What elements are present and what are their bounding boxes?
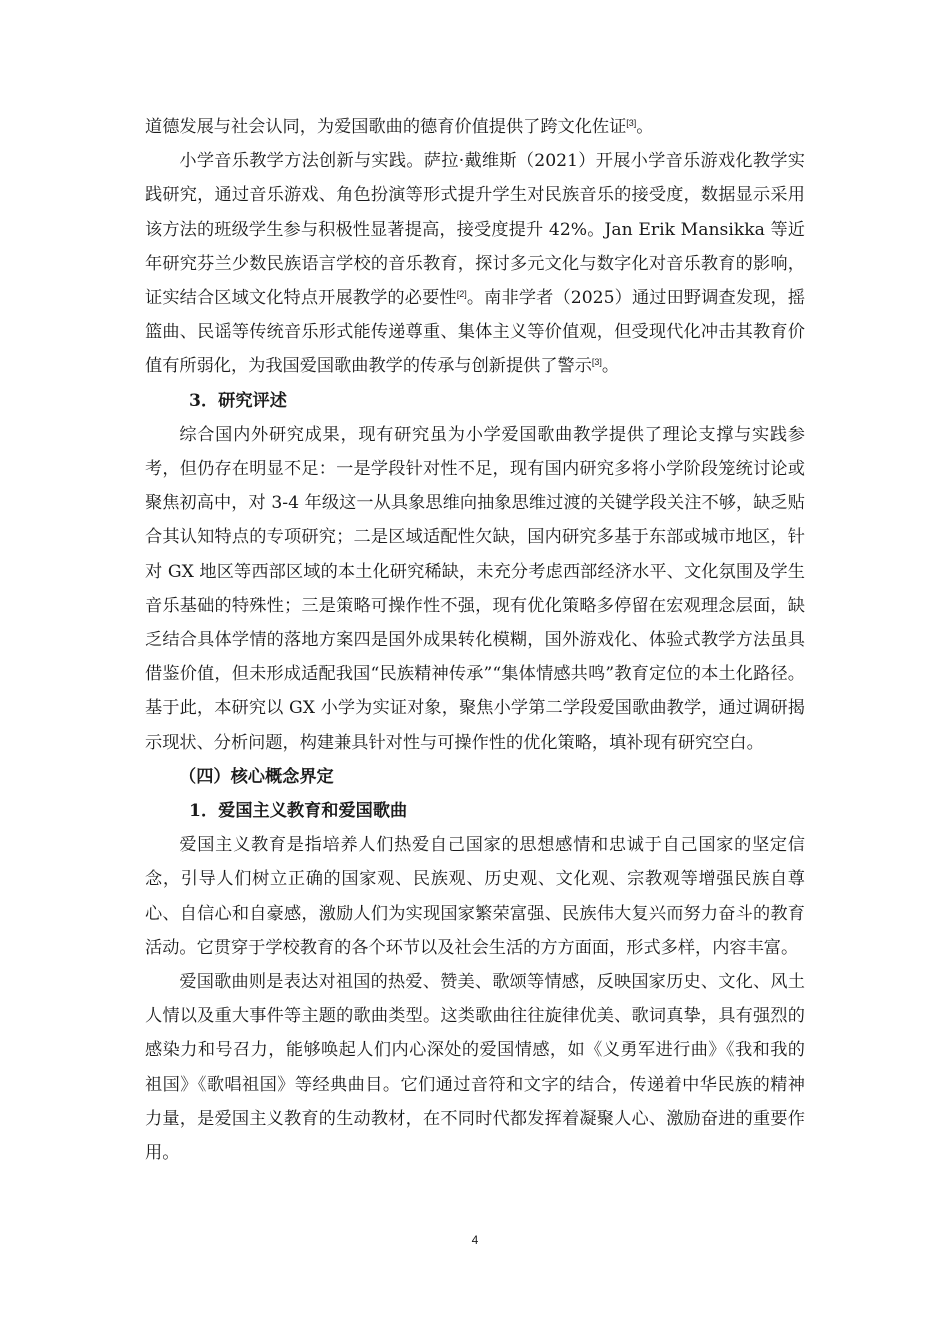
methods-paragraph: [145, 144, 805, 383]
review-paragraph: 综合国内外研究成果，现有研究虽为小学爱国歌曲教学提供了理论支撑与实践参考，但仍存在明显不足：一是学段针对性不足，现有国内研究多将小学阶段笼统讨论或聚焦初高中，对 3-4 年级这一从具象思维向抽象思维过渡的关键学段关注不够，缺乏贴合其认知特点的专项研究；二是区域适配性欠缺，国内研究多基于东部或城市地区，针对 GX 地区等西部区域的本土化研究稀缺，未充分考虑西部经济水平、文化氛围及学生音乐基础的特殊性；三是策略可操作性不强，现有优化策略多停留在宏观理念层面，缺乏结合具体学情的落地方案四是国外成果转化模糊，国外游戏化、体验式教学方法虽具借鉴价值，但未形成适配我国“民族精神传承”“集体情感共鸣”教育定位的本土化路径。基于此，本研究以 GX 小学为实证对象，聚焦小学第二学段爱国歌曲教学，通过调研揭示现状、分析问题，构建兼具针对性与可操作性的优化策略，填补现有研究空白。: [145, 424, 805, 753]
paragraph-tail: 。南非学者（2025）通过田野调查发现，摇篮曲、民谣等传统音乐形式能传递尊重、集体主义等价值观，但受现代化冲击其教育价值有所弱化，为我国爱国歌曲教学的传承与创新提供了警示: [145, 288, 805, 377]
heading-core-concepts: （四）核心概念界定: [179, 766, 334, 787]
heading-patriotic-education: 1．爱国主义教育和爱国歌曲: [189, 801, 408, 822]
concept-paragraph-songs: 爱国歌曲则是表达对祖国的热爱、赞美、歌颂等情感，反映国家历史、文化、风土人情以及重大事件等主题的歌曲类型。这类歌曲往往旋律优美、歌词真挚，具有强烈的感染力和号召力，能够唤起人们内心深处的爱国情感，如《义勇军进行曲》《我和我的祖国》《歌唱祖国》等经典曲目。它们通过音符和文字的结合，传递着中华民族的精神力量，是爱国主义教育的生动教材，在不同时代都发挥着凝聚人心、激励奋进的重要作用。: [145, 972, 805, 1164]
document-body: [145, 110, 805, 1170]
concept-paragraph-education: 爱国主义教育是指培养人们热爱自己国家的思想感情和忠诚于自己国家的坚定信念，引导人们树立正确的国家观、民族观、历史观、文化观、宗教观等增强民族自尊心、自信心和自豪感，激励人们为实现国家繁荣富强、民族伟大复兴而努力奋斗的教育活动。它贯穿于学校教育的各个环节以及社会生活的方方面面，形式多样，内容丰富。: [145, 835, 805, 958]
citation-ref: [3]: [591, 357, 602, 368]
paragraph-tail: 。: [601, 356, 620, 377]
citation-ref: [3]: [626, 118, 637, 128]
continuation-paragraph: [145, 110, 805, 144]
heading-research-review: 3．研究评述: [189, 390, 287, 411]
page-number: 4: [471, 1233, 479, 1247]
paragraph-text: 道德发展与社会认同，为爱国歌曲的德育价值提供了跨文化佐证: [145, 117, 627, 137]
paragraph-tail: 。: [636, 117, 654, 137]
paragraph-text: 小学音乐教学方法创新与实践。萨拉·戴维斯（2021）开展小学音乐游戏化教学实践研究，通过音乐游戏、角色扮演等形式提升学生对民族音乐的接受度，数据显示采用该方法的班级学生参与积极性显著提高，接受度提升 42%。Jan Erik Mansikka 等近年研究芬兰少数民族语言学校的音乐教育，探讨多元文化与数字化对音乐教育的影响，证实结合区域文化特点开展教学的必要性: [145, 151, 805, 309]
citation-ref: [2]: [456, 289, 467, 300]
